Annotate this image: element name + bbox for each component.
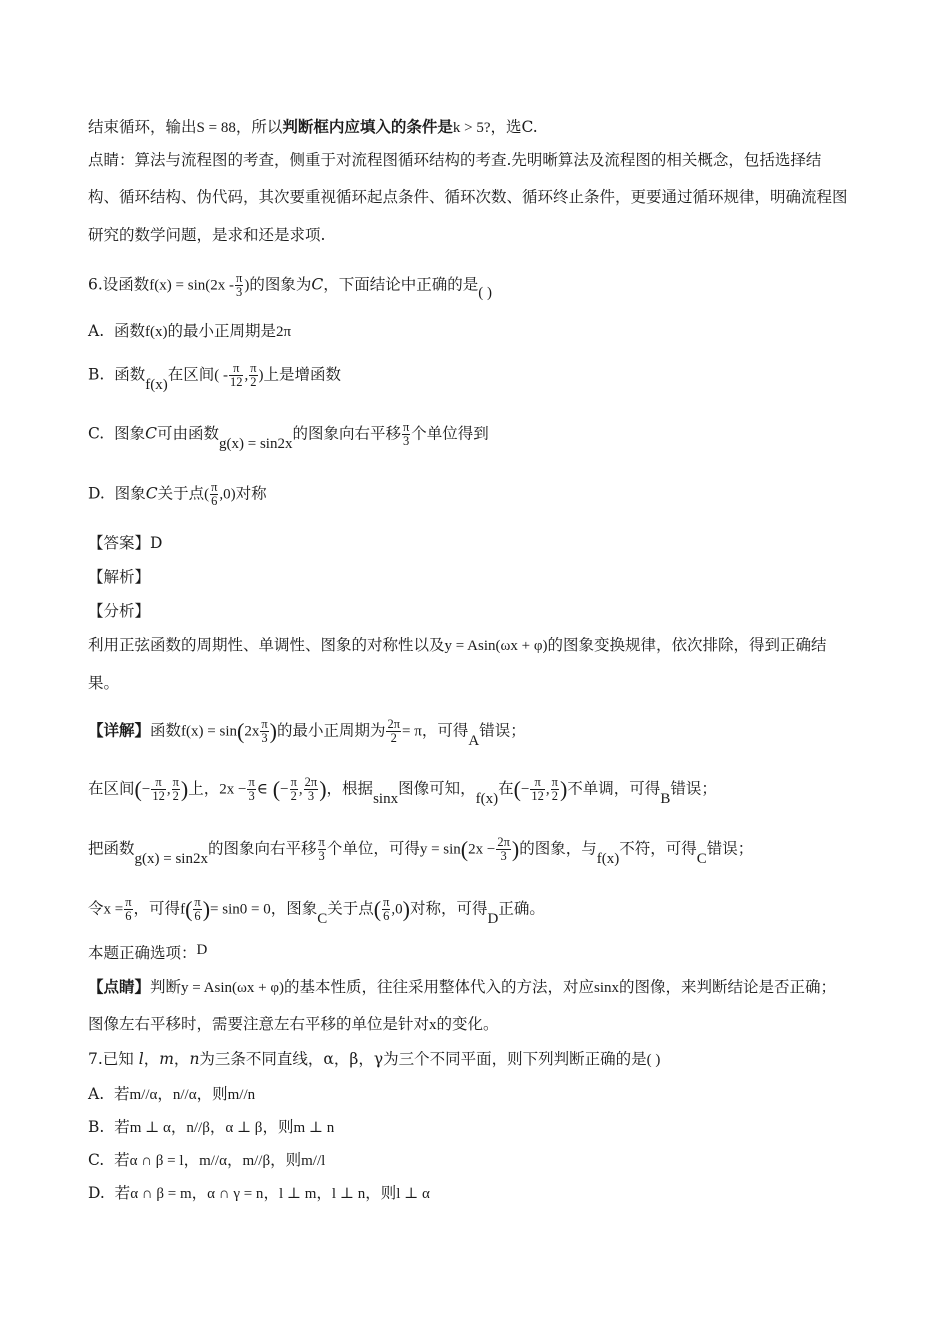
text: 则 (380, 1184, 397, 1202)
denominator: 6 (383, 909, 390, 923)
numerator: 2π (304, 775, 318, 789)
bold-text: 判断框内应填入的条件是 (282, 117, 453, 136)
conclusion-line (88, 116, 890, 139)
text: ， (157, 1085, 173, 1103)
math: x = (103, 901, 124, 918)
math: l ⊥ m (278, 1186, 317, 1202)
fraction (318, 836, 326, 863)
text: 上是增函数 (263, 365, 342, 384)
numerator: π (229, 362, 244, 376)
option-label: D. (88, 1184, 105, 1202)
text: 图像可知， (398, 779, 476, 798)
option-ref: B (660, 790, 671, 807)
text: 不单调，可得 (567, 779, 661, 798)
text: 函数 (113, 322, 145, 340)
numerator: π (250, 361, 257, 375)
option-label: D. (88, 484, 105, 503)
text: ，根据 (326, 779, 374, 798)
denominator: 2 (390, 731, 397, 745)
math: k > 5? (452, 120, 491, 136)
text: 6.设函数 (88, 275, 150, 294)
numerator: π (530, 776, 545, 790)
math: 2x − (219, 781, 247, 798)
text: ， (365, 1184, 381, 1202)
option-c (88, 420, 890, 452)
math: m//α (199, 1153, 227, 1169)
math: g(x) = sin2x (219, 435, 293, 452)
jiexi-heading: 【解析】 (88, 568, 151, 586)
math: − (520, 781, 530, 798)
option-label: B. (88, 1118, 105, 1136)
numerator: π (318, 835, 325, 849)
numerator: π (261, 717, 268, 731)
math: α ∩ β = l (129, 1153, 184, 1169)
fraction (247, 776, 255, 803)
text: 的变化。 (436, 1015, 499, 1033)
math: 2x − (468, 841, 496, 858)
comment-line-3: 研究的数学问题，是求和还是求项. (88, 226, 326, 244)
math: 2π (276, 324, 292, 340)
math: f(x) = sin(2x - (149, 277, 234, 294)
fraction (290, 776, 298, 803)
text: 利用正弦函数的周期性、单调性、图象的对称性以及 (88, 636, 445, 654)
math: m//β (242, 1153, 271, 1169)
fraction (551, 776, 559, 803)
text: 正确。 (498, 899, 545, 918)
text: 对称，可得 (409, 899, 488, 918)
text: ， (316, 1184, 332, 1202)
text: 若 (113, 1085, 130, 1103)
math: f(x) (596, 850, 620, 867)
detail-tag: 【详解】 (88, 720, 151, 740)
denominator: 3 (261, 731, 268, 745)
fraction (260, 718, 268, 745)
q7-option-a (88, 1083, 890, 1106)
numerator: π (236, 271, 243, 285)
option-ref: C (317, 910, 328, 927)
text: 在区间 (88, 779, 135, 798)
text: 令 (88, 899, 104, 918)
italic-var: n (189, 1050, 200, 1068)
denominator: 2 (551, 789, 558, 803)
dianjing-tag: 【点睛】 (88, 977, 151, 996)
text: 的图象为 (249, 275, 312, 294)
text: 的图象，与 (519, 839, 597, 858)
math: f(x) (145, 376, 168, 393)
comment-line-1: 点睛：算法与流程图的考查，侧重于对流程图循环结构的考查.先明晰算法及流程图的相关概念，包括选择结 (88, 151, 822, 169)
text: 的最小正周期是 (167, 322, 277, 340)
math: ( (204, 486, 210, 503)
text: 错误； (479, 721, 526, 740)
text: ，可得 (133, 899, 181, 918)
text: 的图象变换规律，依次排除，得到正确结 (547, 636, 827, 654)
question-6-stem (88, 272, 890, 299)
text: 在 (498, 779, 514, 798)
detail-line-3: 把函数g(x) = sin2x的图象向右平移 $\frac{\pi}{3}$ 个单位，可得y = sin(2x − $\frac{2\pi}{3}$ )的图象，与f(x)不符，可得C错误； (88, 835, 754, 867)
detail-line-2: 在区间(− $\frac{\pi}{12}$ , $\frac{\pi}{2}$ )上，2x − $\frac{\pi}{3}$ ∈ (− $\frac{\pi}{2}$ , $\frac{2\pi}{3}$ )，根据sinx图像可知，f(x)在(− $\frac{\pi}{12}$ , $\frac{\pi}{2}$ )不单调，可得B错误； (88, 775, 717, 807)
q7-option-d (88, 1182, 890, 1205)
math: ∈ (256, 781, 268, 798)
dianjing-line-1 (88, 976, 890, 999)
question-7-stem (88, 1048, 890, 1071)
math: ,0 (391, 901, 403, 918)
fraction (151, 776, 166, 803)
numerator: π (194, 895, 201, 909)
denominator: 3 (318, 849, 325, 863)
math: ) (258, 367, 264, 384)
text: 图象 (114, 484, 146, 503)
text: 的最小正周期为 (276, 721, 386, 740)
numerator: π (125, 895, 132, 909)
text: 的图象向右平移 (207, 839, 317, 858)
numerator: π (248, 775, 255, 789)
math: f(x) (145, 324, 168, 340)
analysis-line-2: 果。 (88, 674, 120, 692)
math: m//α (129, 1087, 158, 1103)
numerator: π (151, 776, 166, 790)
detail-line-4: 令x = $\frac{\pi}{6}$ ，可得f( $\frac{\pi}{6}$ )= sin0 = 0，图象C关于点( $\frac{\pi}{6}$ ,0)对称，可得D正确。 (88, 895, 545, 927)
math: m ⊥ n (293, 1120, 335, 1136)
fraction (193, 896, 201, 923)
q7-option-b (88, 1116, 890, 1139)
option-ref: D (487, 910, 499, 927)
math: n//α (172, 1087, 197, 1103)
numerator: 2π (497, 835, 510, 849)
math: = π (402, 723, 422, 740)
math: ( - (214, 367, 228, 384)
math: , (545, 781, 550, 798)
math: x (429, 1017, 437, 1033)
denominator: 6 (194, 909, 201, 923)
text: 若 (114, 1151, 130, 1169)
text: 本题正确选项： (88, 944, 197, 962)
text: ， (170, 1118, 187, 1136)
text: 错误； (670, 779, 717, 798)
text: 关于点 (157, 484, 205, 503)
fraction (386, 718, 401, 745)
answer-line: 【答案】D (88, 534, 163, 552)
text: ，可得 (421, 721, 469, 740)
numerator: π (172, 775, 179, 789)
numerator: π (402, 420, 410, 434)
option-label: A. (88, 322, 105, 340)
math: , (298, 781, 303, 798)
dianjing-line-2 (88, 1013, 890, 1036)
denominator: 12 (152, 789, 165, 803)
fenxi-heading: 【分析】 (88, 602, 151, 620)
math: , (244, 367, 249, 384)
math: S = 88 (196, 120, 236, 136)
comment-line-2: 构、循环结构、伪代码，其次要重视循环起点条件、循环次数、循环终止条件，更要通过循环规律，明确流程图 (88, 188, 848, 206)
math: f(x) = sin (181, 723, 237, 740)
math: n//β (186, 1120, 210, 1136)
math: sinx (594, 980, 620, 996)
option-label: C. (88, 1151, 105, 1169)
text: ，所以 (235, 118, 283, 136)
option-b (88, 361, 890, 393)
detail-line-1: 【详解】函数f(x) = sin(2x $\frac{\pi}{3}$ )的最小正周期为 $\frac{2\pi}{2}$ = π，可得A错误； (88, 717, 526, 749)
text: 上， (188, 779, 220, 798)
q7-option-c (88, 1149, 890, 1172)
text: 可由函数 (156, 424, 219, 443)
math: l ⊥ n (331, 1186, 366, 1202)
fraction (304, 776, 319, 803)
text: 个单位，可得 (326, 839, 420, 858)
text: 图象 (114, 424, 146, 443)
text: 的基本性质，往往采用整体代入的方法，对应 (283, 978, 594, 996)
fraction (530, 776, 545, 803)
italic-c: C (311, 275, 324, 294)
text: 把函数 (88, 839, 135, 858)
math: α ⊥ β (225, 1120, 263, 1136)
text: 结束循环，输出 (88, 118, 197, 136)
italic-var: l (138, 1050, 144, 1068)
italic-var: m (159, 1050, 174, 1068)
text: 的图像，来判断结论是否正确； (619, 978, 837, 996)
option-label: B. (88, 365, 105, 384)
correct-option-line (88, 942, 890, 965)
math: l ⊥ α (396, 1186, 430, 1202)
option-d (88, 481, 890, 508)
text: 判断 (150, 978, 182, 996)
fraction (249, 362, 257, 389)
text: ，图象 (270, 899, 318, 918)
option-ref: C (696, 850, 707, 867)
numerator: π (551, 775, 558, 789)
denominator: 6 (125, 909, 132, 923)
text: 函数 (114, 365, 146, 384)
denominator: 2 (290, 789, 297, 803)
numerator: π (383, 895, 390, 909)
math: m ⊥ α (129, 1120, 171, 1136)
fraction (235, 272, 243, 299)
math: D (196, 942, 208, 958)
denominator: 3 (500, 849, 507, 863)
math: y = Asin(ωx + φ) (181, 980, 284, 996)
numerator: π (290, 775, 297, 789)
text: 若 (114, 1184, 131, 1202)
text: 则 (285, 1151, 302, 1169)
math: , (166, 781, 171, 798)
denominator: 3 (403, 434, 410, 448)
text: ， (143, 1050, 160, 1068)
text: ， (173, 1050, 190, 1068)
fraction (496, 836, 511, 863)
text: ，选C. (490, 118, 538, 136)
italic-c: C (145, 424, 157, 443)
fraction (172, 776, 180, 803)
denominator: 12 (531, 789, 544, 803)
denominator: 3 (236, 285, 243, 299)
text: 不符，可得 (619, 839, 697, 858)
math: − (141, 781, 151, 798)
text: 则 (212, 1085, 228, 1103)
text: 错误； (706, 839, 754, 858)
option-label: A. (88, 1085, 105, 1103)
math: α ∩ γ = n (207, 1186, 264, 1202)
option-a (88, 320, 890, 343)
text: 7.已知 (88, 1050, 134, 1068)
math: sinx (373, 790, 399, 807)
text: ， (226, 1151, 243, 1169)
text: 在区间 (167, 365, 215, 384)
math: ,0) (219, 486, 236, 503)
text: 图像左右平移时，需要注意左右平移的单位是针对 (88, 1015, 430, 1033)
math: ) (244, 277, 250, 294)
text: 个单位得到 (411, 424, 489, 443)
fraction (210, 481, 218, 508)
text: ， (209, 1118, 226, 1136)
denominator: 3 (307, 789, 315, 803)
numerator: π (211, 480, 218, 494)
text: ， (191, 1184, 208, 1202)
text: ，下面结论中正确的是 (323, 275, 479, 294)
math: m//n (227, 1087, 256, 1103)
text: ， (196, 1085, 213, 1103)
denominator: 12 (229, 375, 243, 389)
text: ， (262, 1118, 278, 1136)
denominator: 3 (248, 789, 255, 803)
text: 函数 (150, 721, 182, 740)
math: g(x) = sin2x (134, 850, 208, 867)
fraction (124, 896, 132, 923)
fraction (402, 421, 410, 448)
math: y = sin (419, 841, 461, 858)
math: f(x) (475, 790, 499, 807)
numerator: 2π (387, 717, 401, 731)
text: 的图象向右平移 (292, 424, 401, 443)
math: − (280, 781, 289, 798)
option-label: C. (88, 424, 105, 443)
text: 为三条不同直线，α，β，γ为三个不同平面，则下列判断正确的是 (199, 1050, 647, 1068)
fraction (229, 362, 244, 389)
answer-paren: ( ) (646, 1052, 661, 1068)
text: 若 (114, 1118, 130, 1136)
math: y = Asin(ωx + φ) (444, 638, 548, 654)
math: 2x (244, 723, 260, 740)
text: 对称 (235, 484, 267, 503)
text: 关于点 (327, 899, 374, 918)
denominator: 2 (172, 789, 179, 803)
option-ref: A (468, 732, 480, 749)
answer-paren: ( ) (478, 284, 492, 301)
math: m//l (301, 1153, 326, 1169)
text: ， (263, 1184, 279, 1202)
text: 则 (277, 1118, 294, 1136)
text: ， (270, 1151, 286, 1169)
analysis-line-1 (88, 634, 890, 657)
math: = sin0 = 0 (210, 901, 271, 918)
italic-c: C (145, 484, 158, 503)
math: f (180, 901, 186, 918)
text: ， (183, 1151, 200, 1169)
denominator: 6 (211, 494, 218, 508)
math: α ∩ β = m (130, 1186, 192, 1202)
fraction (382, 896, 390, 923)
denominator: 2 (250, 375, 257, 389)
